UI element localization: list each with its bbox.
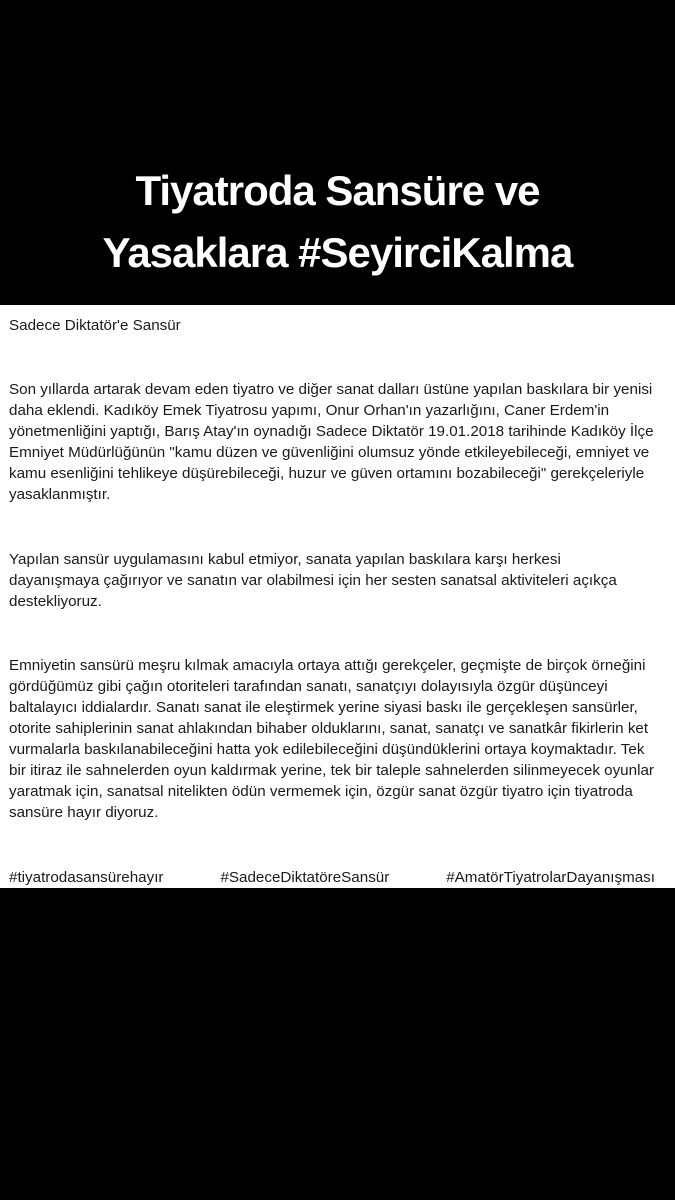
headline-line-1: Tiyatroda Sansüre ve xyxy=(135,167,540,214)
paragraph-2: Yapılan sansür uygulamasını kabul etmiyor, sanata yapılan baskılara karşı herkesi dayanışmaya çağırıyor ve sanatın var olabilmesi için her sesten sanatsal aktiviteleri açıkça destekliyoruz. xyxy=(9,551,617,610)
paragraph-1: Son yıllarda artarak devam eden tiyatro ve diğer sanat dalları üstüne yapılan baskılara bir yenisi daha eklendi. Kadıköy Emek Tiyatrosu yapımı, Onur Orhan'ın yazarlığını, Caner Erdem'in yönetmenliğini yaptığı, Barış Atay'ın oynadığı Sadece Diktatör 19.01.2018 tarihinde Kadıköy İlçe Emniyet Müdürlüğünün "kamu düzen ve güvenliğini olumsuz yönde etkileyebileceği, emniyet ve kamu esenliğini tehlikeye düşürebileceği, huzur ve güven ortamını bozabileceği" gerekçeleriyle yasaklanmıştır. xyxy=(9,381,654,503)
paragraph-3: Emniyetin sansürü meşru kılmak amacıyla ortaya attığı gerekçeler, geçmişte de birçok örneğini gördüğümüz gibi çağın otoriteleri tarafından sanatı, sanatçıyı dolayısıyla özgür düşünceyi baltalayıcı iddialardır. Sanatı sanat ile eleştirmek yerine siyasi baskı ile gerçekleşen sansürler, otorite sahiplerinin sanat ahlakından bihaber olduklarını, sanat, sanatçı ve sanatkâr fikirlerin ket vurmalarla baskılanabileceğini hatta yok edilebileceğini düşündüklerini ortaya koymaktadır. Tek bir itiraz ile sahnelerden oyun kaldırmak yerine, tek bir taleple sahnelerden silinmeyecek oyunlar yaratmak için, sanatsal nitelikten ödün vermemek için, özgür sanat özgür tiyatro için tiyatroda sansüre hayır diyoruz. xyxy=(9,657,654,821)
statement-document xyxy=(0,305,675,888)
headline-line-2: Yasaklara #SeyirciKalma xyxy=(102,229,573,276)
hashtag-1: #tiyatrodasansürehayır xyxy=(9,869,164,886)
headline xyxy=(0,160,675,284)
hashtag-2: #SadeceDiktatöreSansür xyxy=(220,869,390,886)
hashtag-3: #AmatörTiyatrolarDayanışması xyxy=(446,869,655,886)
hashtag-row xyxy=(9,867,655,888)
document-title: Sadece Diktatör'e Sansür xyxy=(9,317,181,334)
